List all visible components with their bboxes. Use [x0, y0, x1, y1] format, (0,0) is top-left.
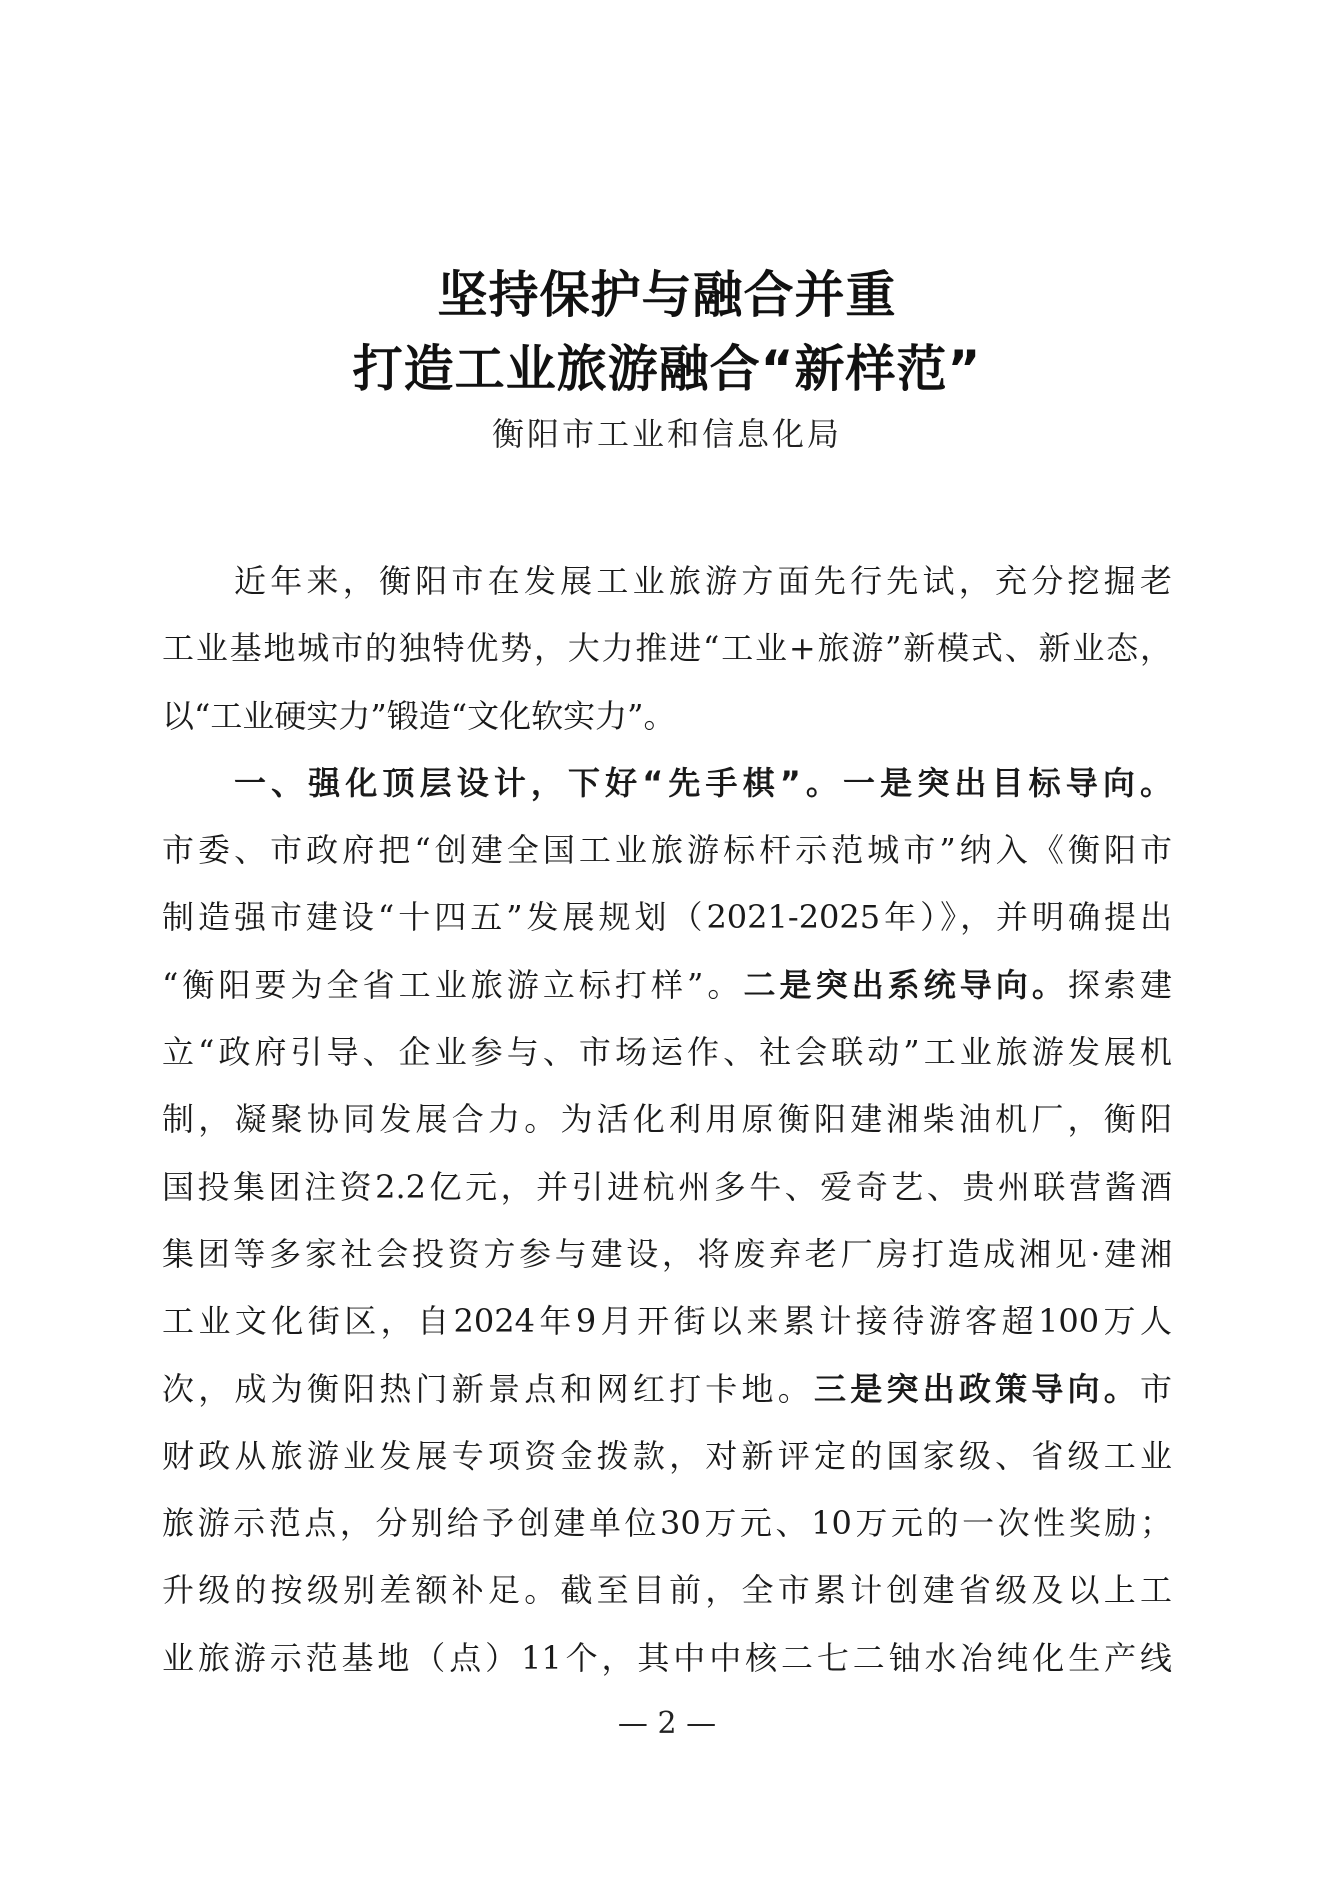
- body-text-span: 近年来，衡阳市在发展工业旅游方面先行先试，充分挖掘老: [234, 562, 1172, 600]
- body-line: [162, 683, 1172, 750]
- body-line: [162, 1356, 1172, 1423]
- body-text-span: 升级的按级别差额补足。截至目前，全市累计创建省级及以上工: [162, 1571, 1172, 1610]
- body-text-span: 市: [1139, 1369, 1172, 1408]
- body-text-span: 工业文化街区，自2024年9月开街以来累计接待游客超100万人: [162, 1302, 1172, 1341]
- title-block: [0, 258, 1334, 406]
- body-text: [162, 548, 1172, 1692]
- body-line: [162, 1557, 1172, 1624]
- body-line: [162, 615, 1172, 682]
- author-organization: 衡阳市工业和信息化局: [491, 415, 842, 453]
- body-line: [162, 548, 1172, 615]
- bold-heading-text: 二是突出系统导向。: [743, 965, 1068, 1004]
- body-line: [162, 884, 1172, 951]
- body-text-span: 制造强市建设“十四五”发展规划（2021-2025年）》，并明确提出: [162, 898, 1172, 937]
- bold-heading-text: 一、强化顶层设计，下好“先手棋”。一是突出目标导向。: [234, 763, 1172, 802]
- body-text-span: 以“工业硬实力”锻造“文化软实力”。: [162, 696, 676, 735]
- body-text-span: 立“政府引导、企业参与、市场运作、社会联动”工业旅游发展机: [162, 1033, 1172, 1072]
- body-line: [162, 1288, 1172, 1355]
- body-line: [162, 1019, 1172, 1086]
- body-text-span: 探索建: [1067, 965, 1172, 1004]
- page-number: — 2 —: [617, 1706, 717, 1741]
- page-title-line-1: 坚持保护与融合并重: [437, 266, 897, 324]
- page-title-line-2: 打造工业旅游融合“新样范”: [352, 340, 982, 398]
- body-text-span: 制，凝聚协同发展合力。为活化利用原衡阳建湘柴油机厂，衡阳: [162, 1100, 1172, 1139]
- bold-heading-text: 三是突出政策导向。: [813, 1369, 1140, 1408]
- body-line: [162, 1423, 1172, 1490]
- body-text-span: 市委、市政府把“创建全国工业旅游标杆示范城市”纳入《衡阳市: [162, 831, 1172, 870]
- body-text-span: 旅游示范点，分别给予创建单位30万元、10万元的一次性奖励；: [162, 1504, 1172, 1543]
- body-line: [162, 952, 1172, 1019]
- body-line: [162, 1221, 1172, 1288]
- body-line: [162, 817, 1172, 884]
- body-text-span: 工业基地城市的独特优势，大力推进“工业+旅游”新模式、新业态，: [162, 629, 1172, 668]
- body-text-span: 次，成为衡阳热门新景点和网红打卡地。: [162, 1369, 814, 1408]
- body-text-span: “衡阳要为全省工业旅游立标打样”。: [162, 965, 744, 1004]
- body-text-span: 财政从旅游业发展专项资金拨款，对新评定的国家级、省级工业: [162, 1436, 1172, 1475]
- body-line: [162, 1625, 1172, 1692]
- body-line: [162, 750, 1172, 817]
- body-text-span: 国投集团注资2.2亿元，并引进杭州多牛、爱奇艺、贵州联营酱酒: [162, 1167, 1172, 1206]
- body-text-span: 业旅游示范基地（点）11个，其中中核二七二铀水冶纯化生产线: [162, 1638, 1172, 1677]
- body-line: [162, 1086, 1172, 1153]
- body-line: [162, 1490, 1172, 1557]
- body-text-span: 集团等多家社会投资方参与建设，将废弃老厂房打造成湘见·建湘: [162, 1234, 1172, 1273]
- body-line: [162, 1154, 1172, 1221]
